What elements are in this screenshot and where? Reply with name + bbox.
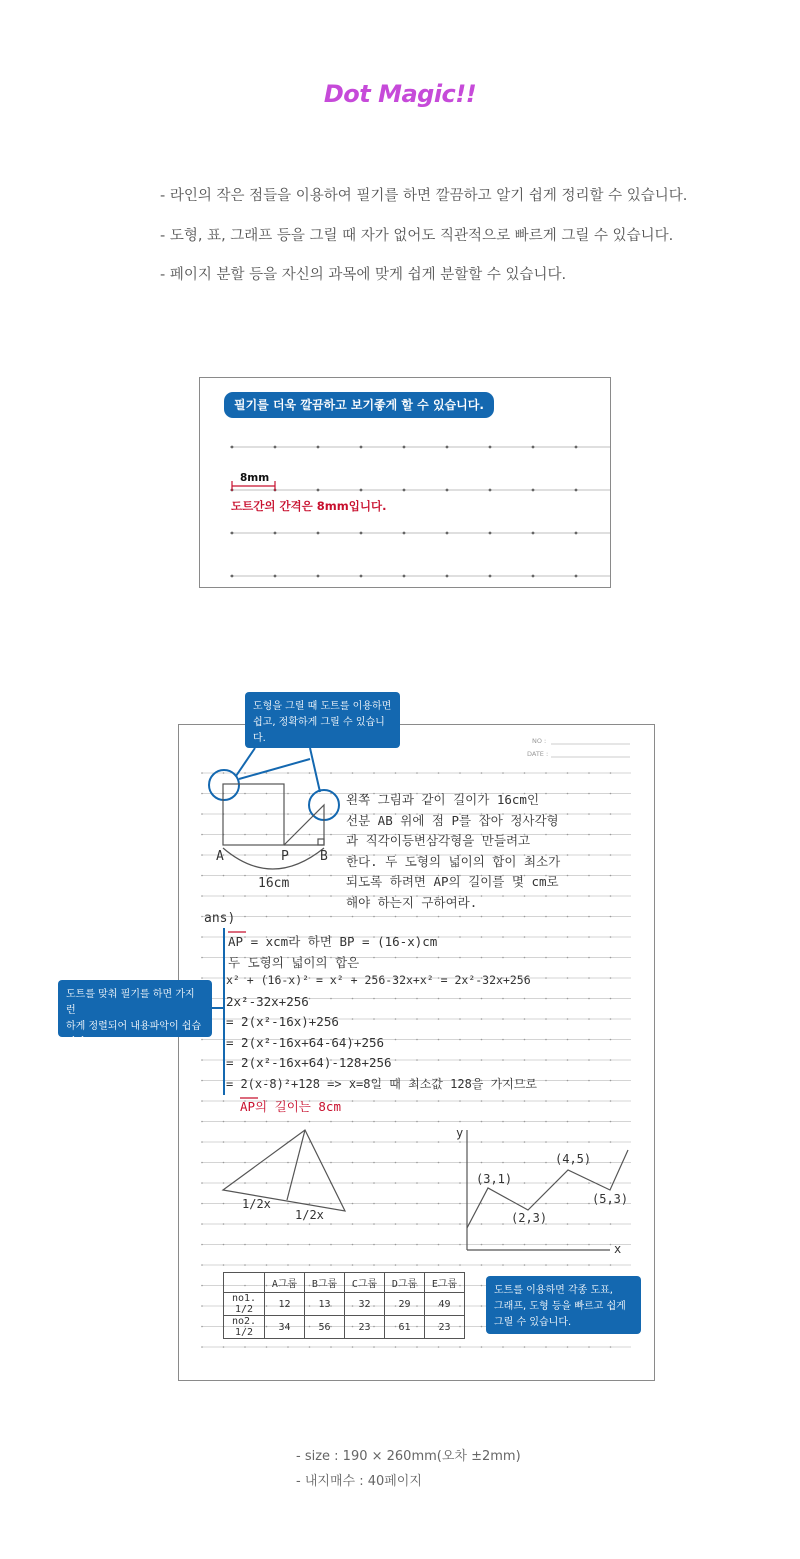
graph-point-label: (3,1)	[476, 1172, 513, 1186]
answer-line: AP의 길이는 8cm	[240, 1099, 341, 1114]
graph-x-label: x	[614, 1242, 622, 1256]
point-p-label: P	[281, 849, 289, 864]
table-cell: no2. 1/2	[224, 1316, 265, 1339]
gap-label: 8mm	[240, 472, 270, 484]
table-row	[224, 1316, 465, 1339]
table-cell: C그룹	[345, 1273, 385, 1293]
table-cell: 12	[265, 1293, 305, 1316]
page-title: Dot Magic!!	[323, 80, 477, 108]
table-cell: D그룹	[385, 1273, 425, 1293]
solution-line: 두 도형의 넓이의 합은	[228, 955, 360, 970]
no-label: NO :	[532, 737, 547, 745]
table-cell: E그룹	[425, 1273, 465, 1293]
point-b-label: B	[320, 849, 328, 864]
table-cell: 49	[425, 1293, 465, 1316]
data-table	[223, 1272, 465, 1339]
problem-line: 되도록 하려면 AP의 길이를 몇 cm로	[346, 874, 559, 889]
table-cell: 56	[305, 1316, 345, 1339]
table-cell: 61	[385, 1316, 425, 1339]
table-cell: 23	[345, 1316, 385, 1339]
feature-item: - 라인의 작은 점들을 이용하여 필기를 하면 깔끔하고 알기 쉽게 정리할 수 있습니다.	[160, 188, 688, 204]
callout-line: 쉽고, 정확하게 그릴 수 있습니다.	[253, 717, 385, 744]
callout-line: 그릴 수 있습니다.	[494, 1317, 572, 1328]
callout-line: 하게 정렬되어 내용파악이 쉽습	[66, 1021, 202, 1032]
sample-badge: 필기를 더욱 깔끔하고 보기좋게 할 수 있습니다.	[224, 392, 494, 418]
feature-item: - 페이지 분할 등을 자신의 과목에 맞게 쉽게 분할할 수 있습니다.	[160, 267, 567, 283]
feature-item: - 도형, 표, 그래프 등을 그릴 때 자가 없어도 직관적으로 빠르게 그릴 수 있습니다.	[160, 228, 674, 244]
table-cell: 34	[265, 1316, 305, 1339]
callout-line: 도형을 그릴 때 도트를 이용하면	[253, 701, 392, 712]
table-cell: 32	[345, 1293, 385, 1316]
table-cell: 29	[385, 1293, 425, 1316]
point-a-label: A	[216, 849, 224, 864]
table-cell: A그룹	[265, 1273, 305, 1293]
gap-note: 도트간의 간격은 8mm입니다.	[231, 499, 387, 513]
solution-line: = 2(x²-16x+64)-128+256	[226, 1055, 392, 1070]
graph-point-label: (5,3)	[592, 1192, 629, 1206]
triangle-label: 1/2x	[295, 1208, 324, 1222]
table-cell: no1. 1/2	[224, 1293, 265, 1316]
problem-line: 선분 AB 위에 점 P를 잡아 정사각형	[346, 813, 559, 828]
problem-line: 한다. 두 도형의 넓이의 합이 최소가	[346, 854, 561, 869]
problem-line: 왼쪽 그림과 같이 길이가 16cm인	[346, 792, 540, 807]
triangle-label: 1/2x	[242, 1197, 271, 1211]
callout-line: 도트를 이용하면 각종 도표,	[494, 1285, 613, 1296]
segment-length-label: 16cm	[258, 876, 290, 891]
solution-line: = 2(x²-16x+64-64)+256	[226, 1035, 385, 1050]
graph-point-label: (2,3)	[511, 1211, 548, 1225]
callout-shapes	[245, 692, 400, 748]
callout-line: 도트를 맞춰 필기를 하면 가지런	[66, 989, 195, 1016]
table-cell: B그룹	[305, 1273, 345, 1293]
solution-line: = 2(x-8)²+128 => x=8일 때 최소값 128을 가지므로	[226, 1077, 537, 1091]
callout-charts	[486, 1276, 641, 1334]
callout-alignment	[58, 980, 212, 1048]
date-label: DATE :	[527, 750, 549, 758]
callout-line: 그래프, 도형 등을 빠르고 쉽게	[494, 1301, 626, 1312]
spec-size: - size : 190 × 260mm(오차 ±2mm)	[296, 1449, 521, 1464]
ans-label: ans)	[204, 911, 236, 926]
table-cell: 23	[425, 1316, 465, 1339]
problem-line: 해야 하는지 구하여라.	[346, 895, 478, 910]
graph-y-label: y	[456, 1126, 464, 1140]
problem-line: 과 직각이등변삼각형을 만들려고	[346, 833, 531, 848]
solution-line: = 2(x²-16x)+256	[226, 1014, 339, 1029]
table-cell	[224, 1273, 265, 1293]
graph-point-label: (4,5)	[555, 1152, 592, 1166]
solution-line: x² + (16-x)² = x² + 256-32x+x² = 2x²-32x+256	[226, 973, 531, 987]
spec-pages: - 내지매수 : 40페이지	[296, 1474, 422, 1489]
callout-line: 니다.	[66, 1037, 89, 1048]
solution-line: 2x²-32x+256	[226, 994, 309, 1009]
table-row	[224, 1293, 465, 1316]
table-cell: 13	[305, 1293, 345, 1316]
solution-line: AP = xcm라 하면 BP = (16-x)cm	[228, 934, 438, 949]
table-header-row	[224, 1273, 465, 1293]
